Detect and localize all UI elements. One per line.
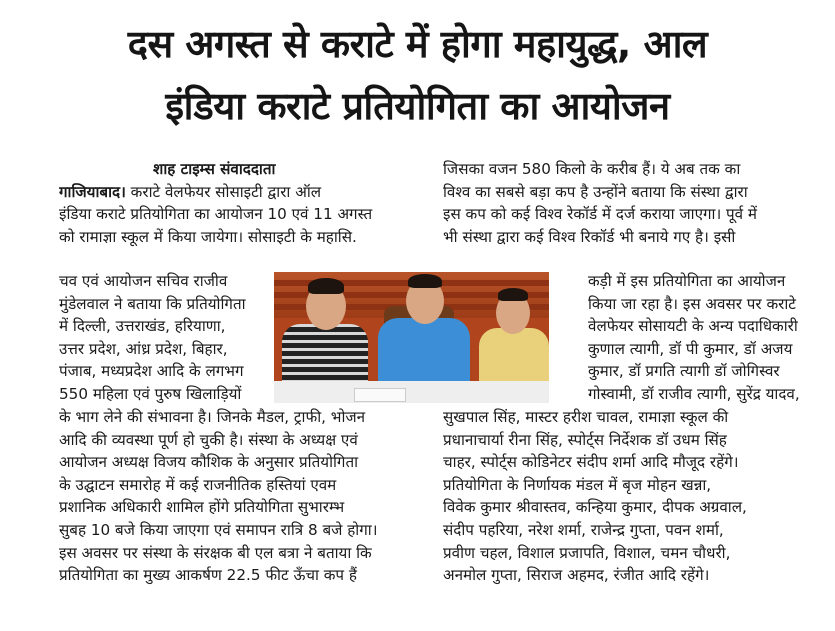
right-top-3: इस कप को कई विश्व रेकॉर्ड में दर्ज कराया जाएगा। पूर्व में <box>443 205 758 224</box>
left-below-2: आदि की व्यवस्था पूर्ण हो चुकी है। संस्था के अध्यक्ष एवं <box>59 430 358 449</box>
right-beside-1: कड़ी में इस प्रतियोगिता का आयोजन <box>588 272 786 290</box>
person-center-hair <box>408 274 442 288</box>
headline-line-2: इंडिया कराटे प्रतियोगिता का आयोजन <box>165 84 670 128</box>
left-beside-3: में दिल्ली, उत्तराखंड, हरियाणा, <box>59 317 226 336</box>
right-below-4: प्रतियोगिता के निर्णायक मंडल में बृज मोहन खन्ना, <box>443 475 712 494</box>
left-below-1: के भाग लेने की संभावना है। जिनके मैडल, ट्राफी, भोजन <box>59 408 366 426</box>
left-below-7: इस अवसर पर संस्था के संरक्षक बी एल बत्रा ने बताया कि <box>59 543 372 562</box>
press-conference-photo <box>274 272 549 403</box>
dateline: गाजियाबाद। <box>59 182 126 201</box>
person-left-hair <box>308 278 344 294</box>
right-top-2: विश्व का सबसे बड़ा कप है उन्होंने बताया कि संस्था द्वारा <box>443 182 748 201</box>
left-column <box>59 158 439 248</box>
left-beside-5: पंजाब, मध्यप्रदेश आदि के लगभग <box>59 362 244 381</box>
right-below-7: प्रवीण चहल, विशाल प्रजापति, विशाल, चमन चौधरी, <box>443 543 731 562</box>
left-below-3: आयोजन अध्यक्ष विजय कौशिक के अनुसार प्रतियोगिता <box>59 453 359 472</box>
right-beside-3: वेलफेयर सोसायटी के अन्य पदाधिकारी <box>588 317 798 336</box>
byline: शाह टाइम्स संवाददाता <box>153 160 276 178</box>
left-beside-6: 550 महिला एवं पुरुष खिलाड़ियों <box>59 384 242 403</box>
right-below-3: चाहर, स्पोर्ट्स कोडिनेटर संदीप शर्मा आदि मौजूद रहेंगे। <box>443 453 739 472</box>
right-below-2: प्रधानाचार्या रीना सिंह, स्पोर्ट्स निर्देशक डॉ उधम सिंह <box>443 430 727 449</box>
lead-text: कराटे वेलफेयर सोसाइटी द्वारा ऑल <box>125 182 322 201</box>
right-beside-2: किया जा रहा है। इस अवसर पर कराटे <box>588 294 796 313</box>
right-top <box>443 158 833 248</box>
right-beside-6: गोस्वामी, डॉ राजीव त्यागी, सुरेंद्र यादव, <box>588 384 800 403</box>
right-beside-photo <box>588 270 833 406</box>
lead-line <box>59 181 439 204</box>
right-beside-5: कुमार, डॉ प्रगति त्यागी डॉ जोगिस्वर <box>588 362 780 381</box>
right-below <box>443 406 833 587</box>
right-below-1: सुखपाल सिंह, मास्टर हरीश चावल, रामाज्ञा स्कूल की <box>443 408 729 426</box>
right-below-8: अनमोल गुप्ता, सिराज अहमद, रंजीत आदि रहेंगे। <box>443 566 710 585</box>
left-beside-1: चव एवं आयोजन सचिव राजीव <box>59 272 228 290</box>
right-below-6: संदीप पहरिया, नरेश शर्मा, राजेन्द्र गुप्ता, पवन शर्मा, <box>443 520 724 539</box>
left-below-4: के उद्घाटन समारोह में कई राजनीतिक हस्तियां एवम <box>59 475 337 494</box>
right-top-4: भी संस्था द्वारा कई विश्व रिकॉर्ड भी बनाये गए है। इसी <box>443 227 736 246</box>
left-beside-photo <box>59 270 271 406</box>
left-below-photo <box>59 406 441 587</box>
left-below-6: सुबह 10 बजे किया जाएगा एवं समापन रात्रि 8 बजे होगा। <box>59 520 378 539</box>
left-beside-2: मुंडेलवाल ने बताया कि प्रतियोगिता <box>59 294 246 313</box>
right-beside-4: कुणाल त्यागी, डॉ पी कुमार, डॉ अजय <box>588 339 793 358</box>
person-right-hair <box>498 288 528 301</box>
left-line-3: को रामाज्ञा स्कूल में किया जायेगा। सोसाइटी के महासि. <box>59 227 357 246</box>
left-below-8: प्रतियोगिता का मुख्य आकर्षण 22.5 फीट ऊँचा कप हैं <box>59 566 357 585</box>
photo-table <box>274 381 549 403</box>
headline-line-1: दस अगस्त से कराटे में होगा महायुद्ध, आल <box>127 22 708 66</box>
right-top-1: जिसका वजन 580 किलो के करीब हैं। ये अब तक का <box>443 160 741 178</box>
left-beside-4: उत्तर प्रदेश, आंध्र प्रदेश, बिहार, <box>59 339 228 358</box>
right-below-5: विवेक कुमार श्रीवास्तव, कन्हिया कुमार, दीपक अग्रवाल, <box>443 498 747 517</box>
left-line-2: इंडिया कराटे प्रतियोगिता का आयोजन 10 एवं 11 अगस्त <box>59 205 373 224</box>
photo-paper <box>354 388 406 402</box>
left-below-5: प्रशानिक अधिकारी शामिल होंगे प्रतियोगिता सुभारम्भ <box>59 498 345 517</box>
